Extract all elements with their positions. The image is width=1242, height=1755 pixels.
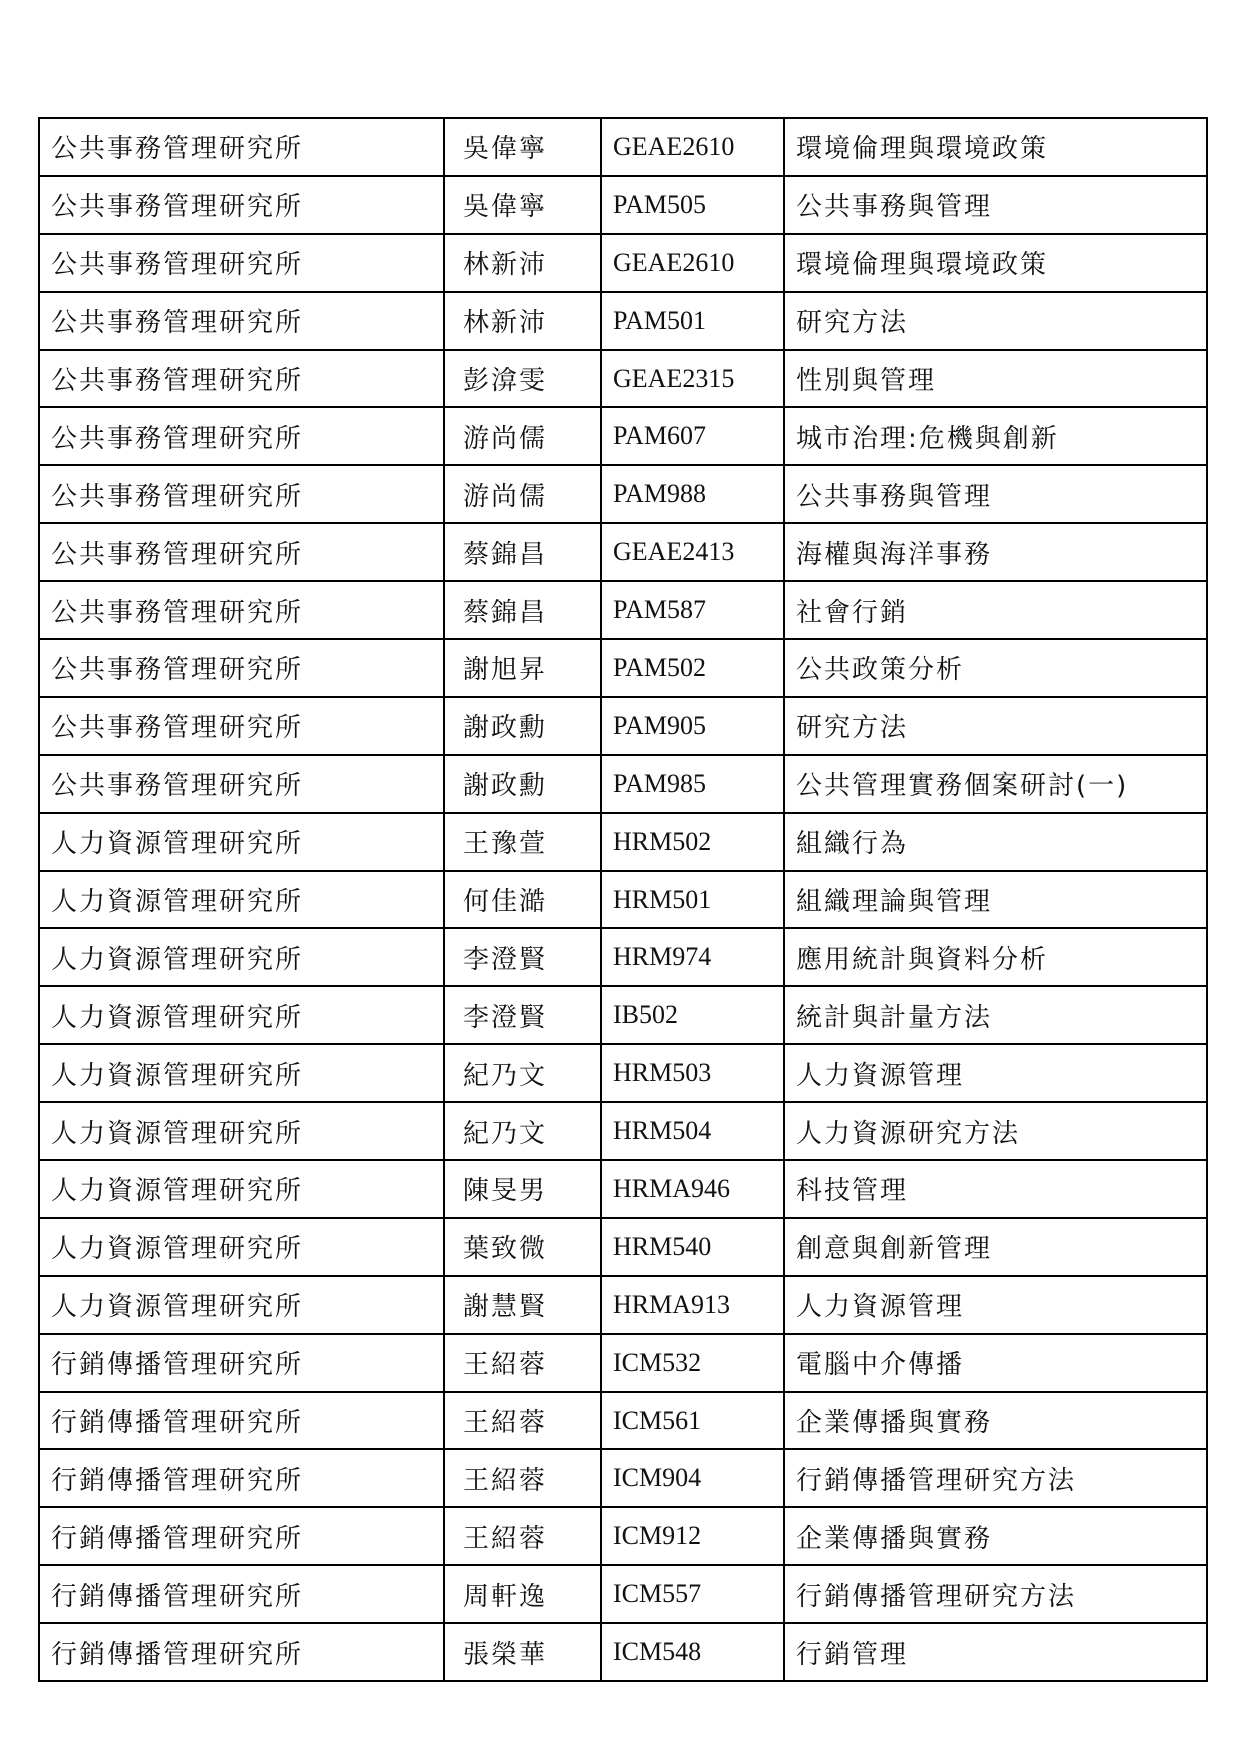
department-cell: 行銷傳播管理研究所 (39, 1623, 444, 1681)
table-row (39, 1392, 1207, 1450)
teacher-cell: 彭渰雯 (444, 350, 601, 408)
table-row (39, 176, 1207, 234)
table-row (39, 292, 1207, 350)
table-row (39, 118, 1207, 176)
table-row (39, 813, 1207, 871)
course-name-cell: 行銷傳播管理研究方法 (784, 1565, 1207, 1623)
department-cell: 公共事務管理研究所 (39, 407, 444, 465)
course-name-cell: 人力資源管理 (784, 1276, 1207, 1334)
course-name-cell: 社會行銷 (784, 581, 1207, 639)
teacher-cell: 王紹蓉 (444, 1449, 601, 1507)
teacher-cell: 林新沛 (444, 292, 601, 350)
course-name-cell: 人力資源管理 (784, 1044, 1207, 1102)
course-name-cell: 組織行為 (784, 813, 1207, 871)
course-name-cell: 公共政策分析 (784, 639, 1207, 697)
table-row (39, 639, 1207, 697)
course-code-cell: ICM912 (601, 1507, 784, 1565)
course-name-cell: 海權與海洋事務 (784, 523, 1207, 581)
table-row (39, 1276, 1207, 1334)
course-code-cell: HRM504 (601, 1102, 784, 1160)
teacher-cell: 李澄賢 (444, 986, 601, 1044)
department-cell: 公共事務管理研究所 (39, 234, 444, 292)
course-code-cell: ICM904 (601, 1449, 784, 1507)
teacher-cell: 謝政勳 (444, 697, 601, 755)
teacher-cell: 王紹蓉 (444, 1392, 601, 1450)
department-cell: 公共事務管理研究所 (39, 465, 444, 523)
table-row (39, 1507, 1207, 1565)
table-row (39, 523, 1207, 581)
department-cell: 行銷傳播管理研究所 (39, 1334, 444, 1392)
course-name-cell: 公共管理實務個案研討(一) (784, 755, 1207, 813)
course-name-cell: 創意與創新管理 (784, 1218, 1207, 1276)
course-code-cell: PAM501 (601, 292, 784, 350)
course-code-cell: PAM502 (601, 639, 784, 697)
course-name-cell: 環境倫理與環境政策 (784, 118, 1207, 176)
course-code-cell: ICM561 (601, 1392, 784, 1450)
course-code-cell: PAM988 (601, 465, 784, 523)
teacher-cell: 紀乃文 (444, 1044, 601, 1102)
table-row (39, 1449, 1207, 1507)
department-cell: 公共事務管理研究所 (39, 581, 444, 639)
department-cell: 人力資源管理研究所 (39, 1102, 444, 1160)
course-code-cell: GEAE2315 (601, 350, 784, 408)
table-row (39, 465, 1207, 523)
course-name-cell: 公共事務與管理 (784, 465, 1207, 523)
course-code-cell: HRM974 (601, 928, 784, 986)
department-cell: 公共事務管理研究所 (39, 697, 444, 755)
teacher-cell: 張榮華 (444, 1623, 601, 1681)
course-name-cell: 性別與管理 (784, 350, 1207, 408)
course-name-cell: 研究方法 (784, 697, 1207, 755)
department-cell: 公共事務管理研究所 (39, 523, 444, 581)
department-cell: 人力資源管理研究所 (39, 1044, 444, 1102)
course-code-cell: PAM587 (601, 581, 784, 639)
department-cell: 人力資源管理研究所 (39, 986, 444, 1044)
course-table-container (38, 117, 1208, 1682)
department-cell: 人力資源管理研究所 (39, 871, 444, 929)
course-code-cell: HRMA913 (601, 1276, 784, 1334)
course-name-cell: 城市治理:危機與創新 (784, 407, 1207, 465)
table-row (39, 871, 1207, 929)
course-code-cell: GEAE2413 (601, 523, 784, 581)
course-code-cell: PAM607 (601, 407, 784, 465)
department-cell: 公共事務管理研究所 (39, 755, 444, 813)
course-code-cell: GEAE2610 (601, 234, 784, 292)
teacher-cell: 葉致微 (444, 1218, 601, 1276)
teacher-cell: 游尚儒 (444, 465, 601, 523)
table-row (39, 1102, 1207, 1160)
course-code-cell: HRMA946 (601, 1160, 784, 1218)
teacher-cell: 周軒逸 (444, 1565, 601, 1623)
course-code-cell: ICM557 (601, 1565, 784, 1623)
course-code-cell: HRM503 (601, 1044, 784, 1102)
table-row (39, 350, 1207, 408)
teacher-cell: 王紹蓉 (444, 1507, 601, 1565)
table-row (39, 1044, 1207, 1102)
teacher-cell: 蔡錦昌 (444, 581, 601, 639)
course-table-body (39, 118, 1207, 1681)
course-name-cell: 企業傳播與實務 (784, 1507, 1207, 1565)
course-code-cell: PAM505 (601, 176, 784, 234)
teacher-cell: 王豫萱 (444, 813, 601, 871)
department-cell: 人力資源管理研究所 (39, 1276, 444, 1334)
course-name-cell: 電腦中介傳播 (784, 1334, 1207, 1392)
table-row (39, 928, 1207, 986)
course-name-cell: 環境倫理與環境政策 (784, 234, 1207, 292)
department-cell: 行銷傳播管理研究所 (39, 1565, 444, 1623)
table-row (39, 755, 1207, 813)
teacher-cell: 紀乃文 (444, 1102, 601, 1160)
teacher-cell: 謝慧賢 (444, 1276, 601, 1334)
department-cell: 人力資源管理研究所 (39, 928, 444, 986)
teacher-cell: 謝政勳 (444, 755, 601, 813)
course-name-cell: 科技管理 (784, 1160, 1207, 1218)
table-row (39, 581, 1207, 639)
table-row (39, 1565, 1207, 1623)
course-name-cell: 統計與計量方法 (784, 986, 1207, 1044)
table-row (39, 986, 1207, 1044)
department-cell: 行銷傳播管理研究所 (39, 1449, 444, 1507)
teacher-cell: 吳偉寧 (444, 118, 601, 176)
course-code-cell: IB502 (601, 986, 784, 1044)
table-row (39, 234, 1207, 292)
department-cell: 人力資源管理研究所 (39, 1218, 444, 1276)
teacher-cell: 林新沛 (444, 234, 601, 292)
course-code-cell: PAM985 (601, 755, 784, 813)
course-name-cell: 行銷傳播管理研究方法 (784, 1449, 1207, 1507)
department-cell: 行銷傳播管理研究所 (39, 1507, 444, 1565)
department-cell: 人力資源管理研究所 (39, 813, 444, 871)
course-code-cell: GEAE2610 (601, 118, 784, 176)
course-name-cell: 公共事務與管理 (784, 176, 1207, 234)
teacher-cell: 李澄賢 (444, 928, 601, 986)
department-cell: 行銷傳播管理研究所 (39, 1392, 444, 1450)
course-name-cell: 組織理論與管理 (784, 871, 1207, 929)
course-name-cell: 應用統計與資料分析 (784, 928, 1207, 986)
table-row (39, 1334, 1207, 1392)
course-table (38, 117, 1208, 1682)
teacher-cell: 蔡錦昌 (444, 523, 601, 581)
teacher-cell: 謝旭昇 (444, 639, 601, 697)
course-name-cell: 研究方法 (784, 292, 1207, 350)
department-cell: 公共事務管理研究所 (39, 350, 444, 408)
teacher-cell: 游尚儒 (444, 407, 601, 465)
department-cell: 公共事務管理研究所 (39, 292, 444, 350)
course-code-cell: ICM532 (601, 1334, 784, 1392)
teacher-cell: 王紹蓉 (444, 1334, 601, 1392)
department-cell: 公共事務管理研究所 (39, 118, 444, 176)
course-code-cell: PAM905 (601, 697, 784, 755)
course-code-cell: HRM540 (601, 1218, 784, 1276)
teacher-cell: 吳偉寧 (444, 176, 601, 234)
department-cell: 公共事務管理研究所 (39, 176, 444, 234)
table-row (39, 1160, 1207, 1218)
table-row (39, 407, 1207, 465)
department-cell: 公共事務管理研究所 (39, 639, 444, 697)
table-row (39, 1623, 1207, 1681)
table-row (39, 1218, 1207, 1276)
teacher-cell: 陳旻男 (444, 1160, 601, 1218)
course-name-cell: 人力資源研究方法 (784, 1102, 1207, 1160)
department-cell: 人力資源管理研究所 (39, 1160, 444, 1218)
course-code-cell: HRM502 (601, 813, 784, 871)
table-row (39, 697, 1207, 755)
teacher-cell: 何佳澔 (444, 871, 601, 929)
course-code-cell: HRM501 (601, 871, 784, 929)
course-name-cell: 行銷管理 (784, 1623, 1207, 1681)
course-code-cell: ICM548 (601, 1623, 784, 1681)
course-name-cell: 企業傳播與實務 (784, 1392, 1207, 1450)
